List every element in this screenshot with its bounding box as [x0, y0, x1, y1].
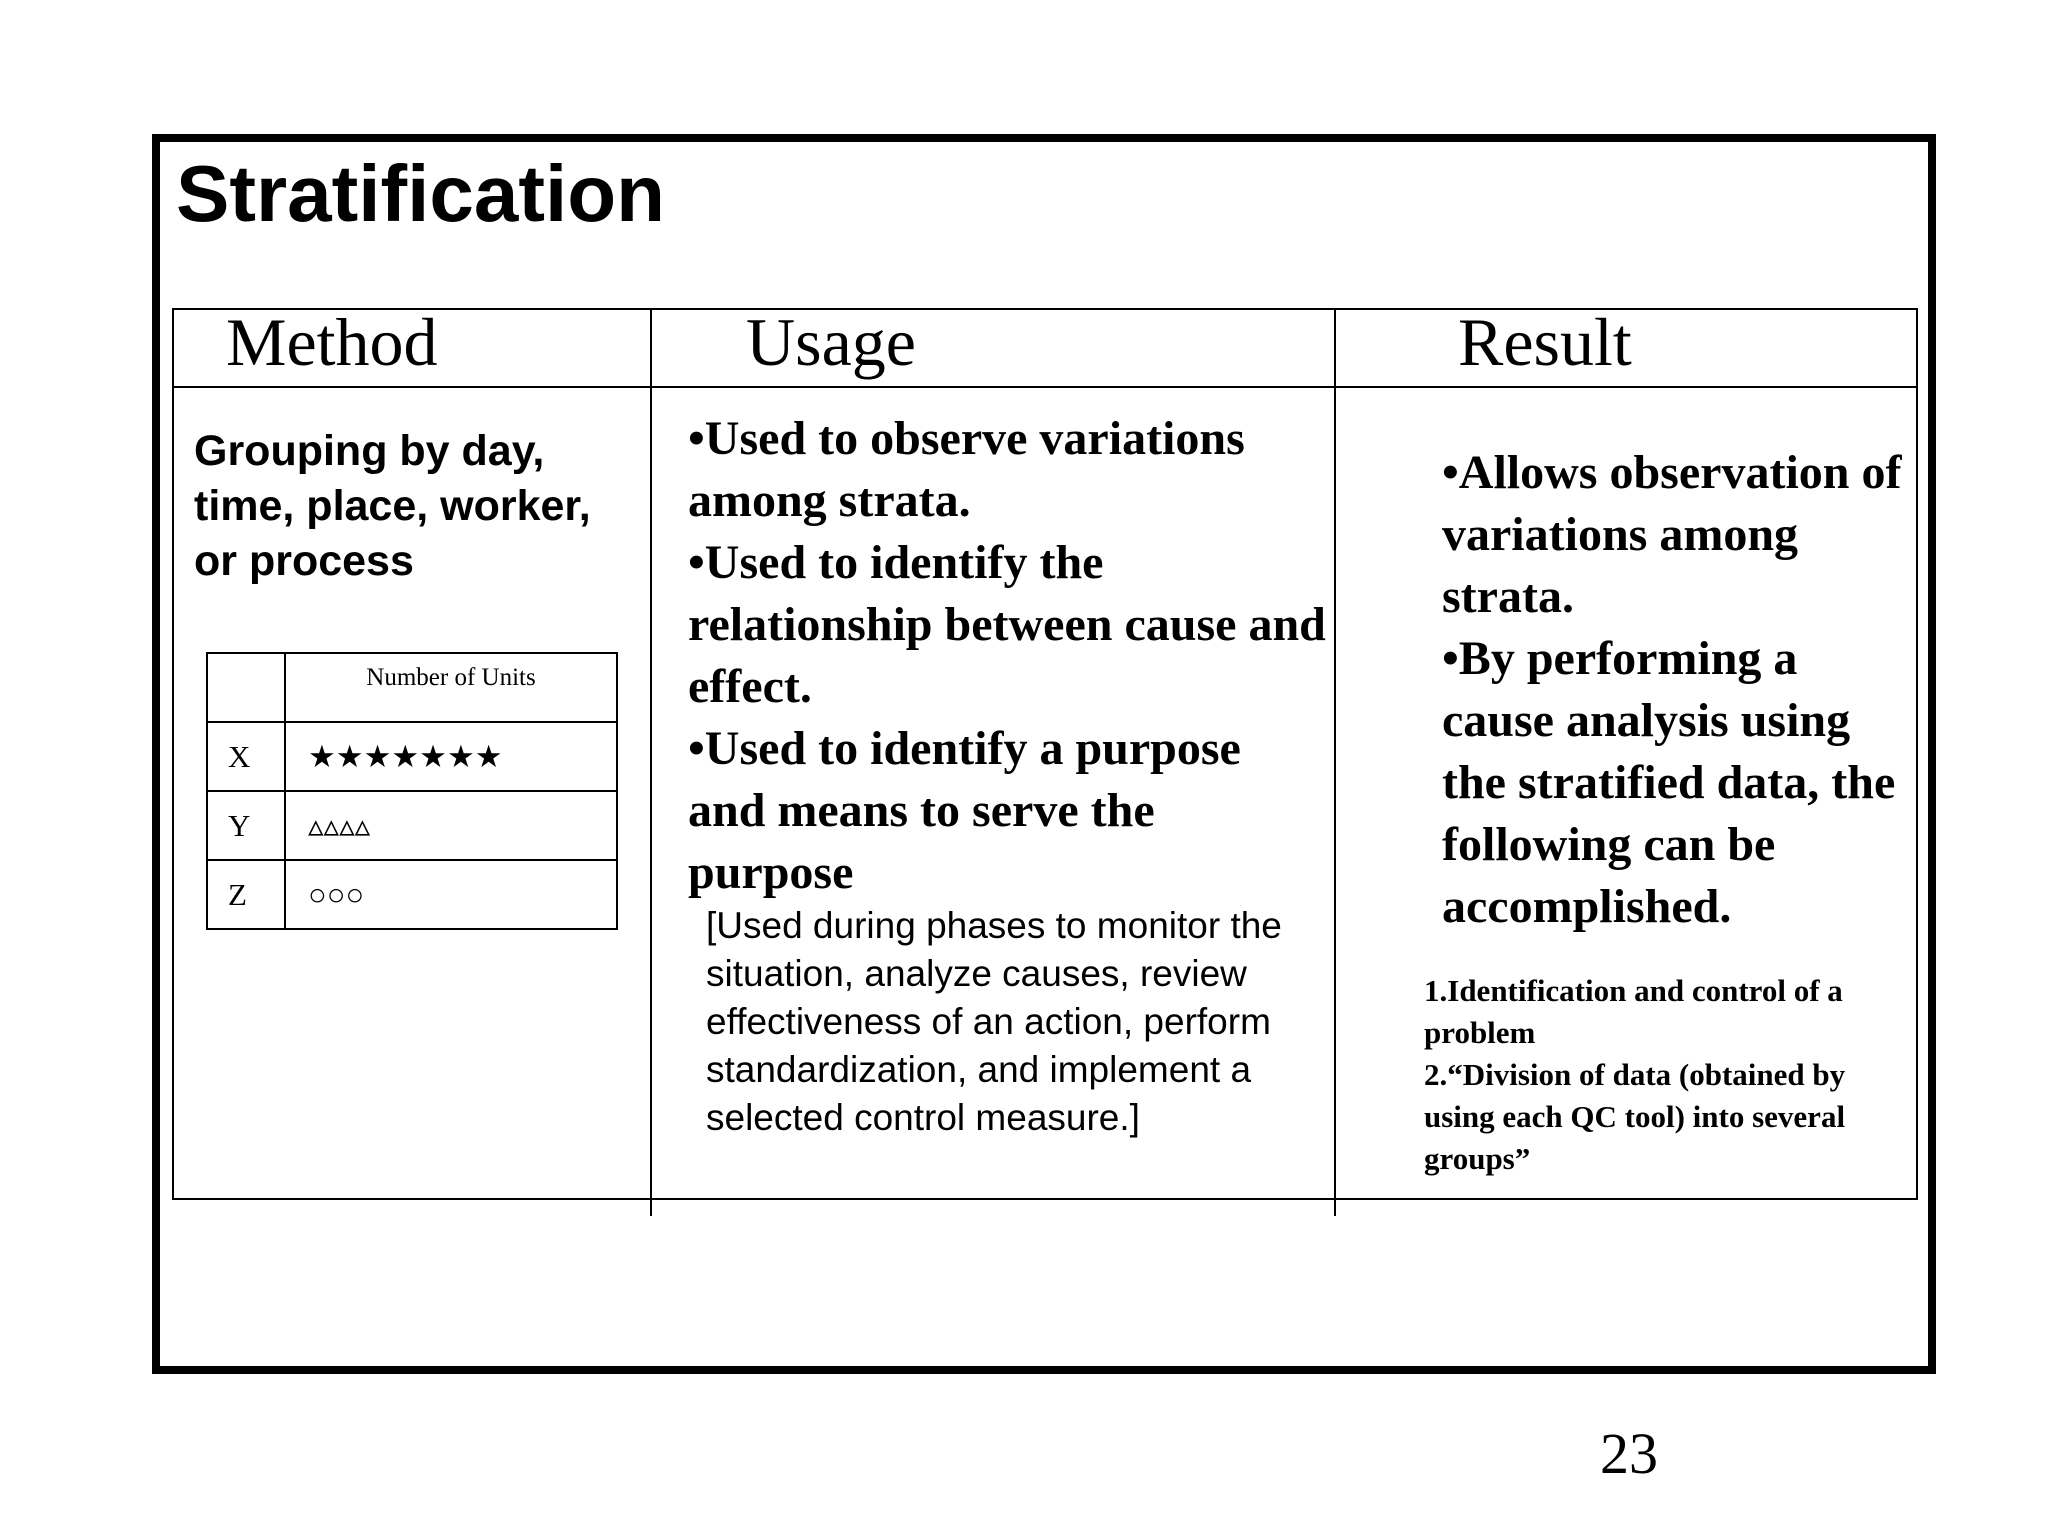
result-item: •Allows observation of variations among strata. [1442, 446, 1902, 623]
method-description: Grouping by day, time, place, worker, or process [194, 427, 591, 585]
result-numbered-item: 2.“Division of data (obtained by using each QC tool) into several groups” [1424, 1057, 1846, 1176]
units-table-corner-cell [207, 653, 285, 722]
table-column-divider-1 [650, 308, 652, 1216]
units-row-key: Y [207, 791, 285, 860]
units-row-value: ★★★★★★★ [285, 722, 617, 791]
table-border-right [1916, 308, 1918, 1200]
header-result: Result [1458, 304, 1632, 380]
table-column-divider-2 [1334, 308, 1336, 1216]
usage-note: [Used during phases to monitor the situation, analyze causes, review effectiveness of an action, perform standardization, and implement a selected control measure.] [706, 905, 1282, 1138]
result-list [1442, 442, 1902, 938]
table-border-bottom [172, 1198, 1918, 1200]
units-row-key: Z [207, 860, 285, 929]
page-number: 23 [1600, 1421, 1658, 1486]
header-usage: Usage [746, 304, 916, 380]
result-numbered-item: 1.Identification and control of a problem [1424, 973, 1843, 1050]
result-item: •By performing a cause analysis using the stratified data, the following can be accomplished. [1442, 632, 1896, 933]
units-table-header: Number of Units [285, 653, 617, 722]
usage-list [688, 408, 1328, 904]
units-table [206, 652, 618, 930]
units-row-value: ○○○ [285, 860, 617, 929]
header-method: Method [226, 304, 438, 380]
slide-title: Stratification [176, 149, 665, 238]
usage-item: •Used to identify the relationship between cause and effect. [688, 536, 1326, 713]
table-border-left [172, 308, 174, 1200]
usage-item: •Used to identify a purpose and means to serve the purpose [688, 722, 1241, 899]
units-table-row [207, 791, 617, 860]
units-table-row [207, 860, 617, 929]
units-table-row [207, 722, 617, 791]
units-row-key: X [207, 722, 285, 791]
units-table-header-row [207, 653, 617, 722]
result-numbered-list [1424, 970, 1904, 1180]
table-header-divider [172, 386, 1918, 388]
units-row-value: ▵▵▵▵ [285, 791, 617, 860]
usage-item: •Used to observe variations among strata. [688, 412, 1245, 527]
